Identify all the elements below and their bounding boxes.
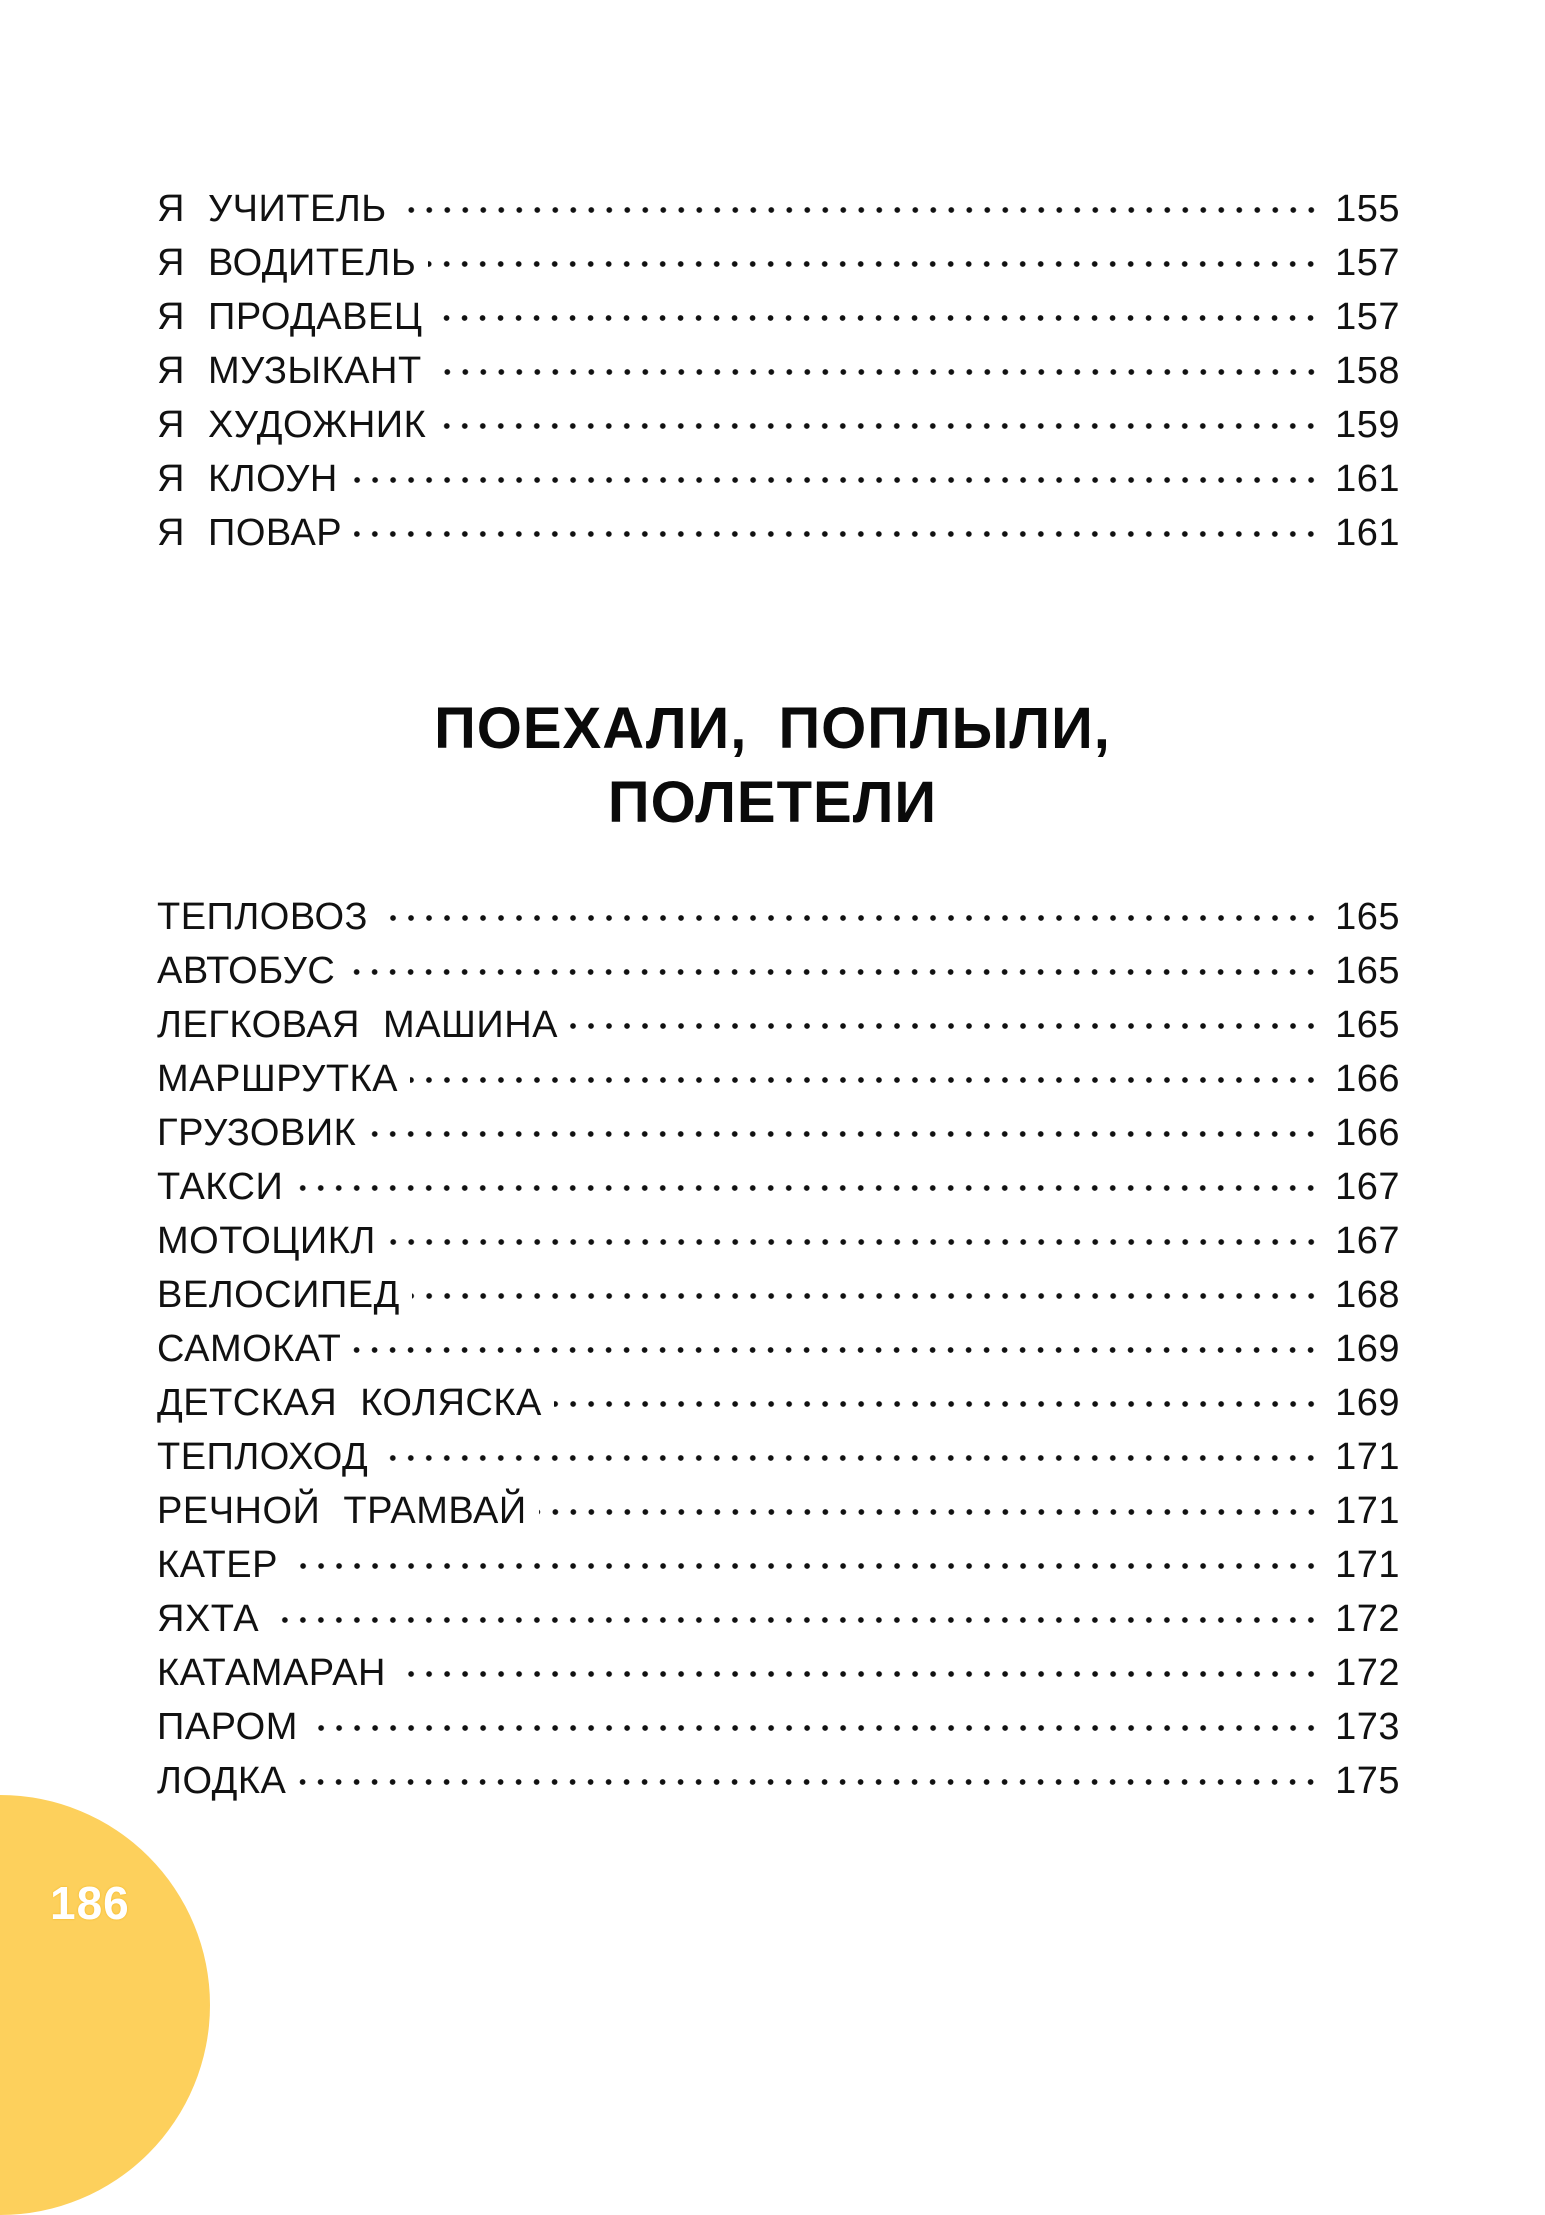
- toc-entry-page: 155: [1335, 188, 1400, 230]
- toc-entry[interactable]: [157, 452, 1400, 506]
- toc-leader-dots: [434, 368, 1320, 376]
- toc-entry-page: 166: [1335, 1112, 1400, 1154]
- toc-leader-dots: [412, 1292, 1320, 1300]
- toc-entry-title: КАТАМАРАН: [157, 1652, 386, 1694]
- toc-entry[interactable]: [157, 1214, 1400, 1268]
- toc-entry-title: ТАКСИ: [157, 1166, 284, 1208]
- toc-entry[interactable]: [157, 1268, 1400, 1322]
- toc-entry[interactable]: [157, 1376, 1400, 1430]
- toc-entry[interactable]: [157, 1106, 1400, 1160]
- toc-entry[interactable]: [157, 344, 1400, 398]
- toc-leader-dots: [347, 968, 1320, 976]
- toc-entry[interactable]: [157, 398, 1400, 452]
- toc-leader-dots: [298, 1778, 1320, 1786]
- toc-leader-dots: [380, 914, 1320, 922]
- toc-leader-dots: [428, 260, 1320, 268]
- toc-entry-page: 172: [1335, 1598, 1400, 1640]
- toc-entry[interactable]: [157, 998, 1400, 1052]
- toc-entry[interactable]: [157, 506, 1400, 560]
- page-corner-decoration: [0, 1795, 210, 2215]
- toc-entry[interactable]: [157, 1052, 1400, 1106]
- toc-entry-page: 173: [1335, 1706, 1400, 1748]
- toc-leader-dots: [368, 1130, 1320, 1138]
- toc-entry-page: 161: [1335, 512, 1400, 554]
- toc-entry-title: САМОКАТ: [157, 1328, 342, 1370]
- toc-leader-dots: [398, 1670, 1320, 1678]
- toc-entry-page: 169: [1335, 1328, 1400, 1370]
- toc-entry-title: ТЕПЛОХОД: [157, 1436, 369, 1478]
- section-heading-line-1: ПОЕХАЛИ, ПОПЛЫЛИ,: [434, 696, 1111, 761]
- toc-leader-dots: [354, 530, 1320, 538]
- toc-entry[interactable]: [157, 182, 1400, 236]
- toc-entry-title: ВЕЛОСИПЕД: [157, 1274, 400, 1316]
- toc-entry[interactable]: [157, 236, 1400, 290]
- toc-entry-page: 168: [1335, 1274, 1400, 1316]
- toc-entry[interactable]: [157, 1754, 1400, 1808]
- toc-leader-dots: [438, 422, 1320, 430]
- toc-entry-title: ПАРОМ: [157, 1706, 298, 1748]
- toc-leader-dots: [539, 1508, 1320, 1516]
- toc-entry[interactable]: [157, 1538, 1400, 1592]
- toc-entry-title: Я УЧИТЕЛЬ: [157, 188, 387, 230]
- toc-entry-page: 165: [1335, 1004, 1400, 1046]
- toc-leader-dots: [434, 314, 1320, 322]
- toc-entry[interactable]: [157, 1160, 1400, 1214]
- toc-entry-title: МАРШРУТКА: [157, 1058, 399, 1100]
- toc-entry-page: 175: [1335, 1760, 1400, 1802]
- toc-entry-title: АВТОБУС: [157, 950, 336, 992]
- toc-leader-dots: [271, 1616, 1320, 1624]
- toc-leader-dots: [399, 206, 1320, 214]
- toc-entry-title: ЛЕГКОВАЯ МАШИНА: [157, 1004, 558, 1046]
- toc-leader-dots: [353, 1346, 1320, 1354]
- toc-leader-dots: [554, 1400, 1320, 1408]
- toc-entry-title: ТЕПЛОВОЗ: [157, 896, 368, 938]
- toc-entry-title: ЛОДКА: [157, 1760, 287, 1802]
- toc-entry[interactable]: [157, 1646, 1400, 1700]
- toc-entry-page: 169: [1335, 1382, 1400, 1424]
- toc-leader-dots: [388, 1238, 1320, 1246]
- page-number: 186: [50, 1877, 130, 1929]
- toc-entry-title: ЯХТА: [157, 1598, 260, 1640]
- toc-leader-dots: [310, 1724, 1320, 1732]
- toc-leader-dots: [290, 1562, 1320, 1570]
- toc-entry-page: 161: [1335, 458, 1400, 500]
- toc-leader-dots: [410, 1076, 1320, 1084]
- toc-leader-dots: [380, 1454, 1320, 1462]
- toc-entry-title: Я ПОВАР: [157, 512, 343, 554]
- toc-entry-title: Я КЛОУН: [157, 458, 338, 500]
- toc-entry[interactable]: [157, 1592, 1400, 1646]
- toc-entry-page: 157: [1335, 296, 1400, 338]
- toc-leader-dots: [570, 1022, 1320, 1030]
- toc-entry-page: 171: [1335, 1436, 1400, 1478]
- toc-entry-title: Я МУЗЫКАНТ: [157, 350, 422, 392]
- toc-entry-page: 171: [1335, 1490, 1400, 1532]
- toc-entry-page: 167: [1335, 1220, 1400, 1262]
- toc-entry[interactable]: [157, 1484, 1400, 1538]
- section-heading: [0, 692, 1545, 840]
- toc-entry-title: МОТОЦИКЛ: [157, 1220, 376, 1262]
- toc-entry-page: 158: [1335, 350, 1400, 392]
- toc-entry[interactable]: [157, 890, 1400, 944]
- toc-entry-title: КАТЕР: [157, 1544, 278, 1586]
- toc-entry-page: 157: [1335, 242, 1400, 284]
- toc-entry-page: 171: [1335, 1544, 1400, 1586]
- toc-entry-page: 165: [1335, 896, 1400, 938]
- toc-entry[interactable]: [157, 1430, 1400, 1484]
- toc-entry-page: 166: [1335, 1058, 1400, 1100]
- toc-leader-dots: [350, 476, 1320, 484]
- toc-entry[interactable]: [157, 290, 1400, 344]
- toc-list-professions: [157, 182, 1400, 560]
- toc-entry-title: ГРУЗОВИК: [157, 1112, 357, 1154]
- toc-entry[interactable]: [157, 1700, 1400, 1754]
- toc-entry[interactable]: [157, 1322, 1400, 1376]
- toc-entry-title: Я ПРОДАВЕЦ: [157, 296, 423, 338]
- toc-list-transport: [157, 890, 1400, 1808]
- toc-entry-title: Я ВОДИТЕЛЬ: [157, 242, 417, 284]
- toc-entry-title: ДЕТСКАЯ КОЛЯСКА: [157, 1382, 542, 1424]
- toc-entry-page: 159: [1335, 404, 1400, 446]
- toc-entry-page: 167: [1335, 1166, 1400, 1208]
- toc-entry-page: 165: [1335, 950, 1400, 992]
- toc-entry[interactable]: [157, 944, 1400, 998]
- toc-entry-title: Я ХУДОЖНИК: [157, 404, 427, 446]
- section-heading-line-2: ПОЛЕТЕЛИ: [607, 770, 938, 835]
- toc-leader-dots: [295, 1184, 1320, 1192]
- toc-entry-title: РЕЧНОЙ ТРАМВАЙ: [157, 1490, 527, 1532]
- toc-entry-page: 172: [1335, 1652, 1400, 1694]
